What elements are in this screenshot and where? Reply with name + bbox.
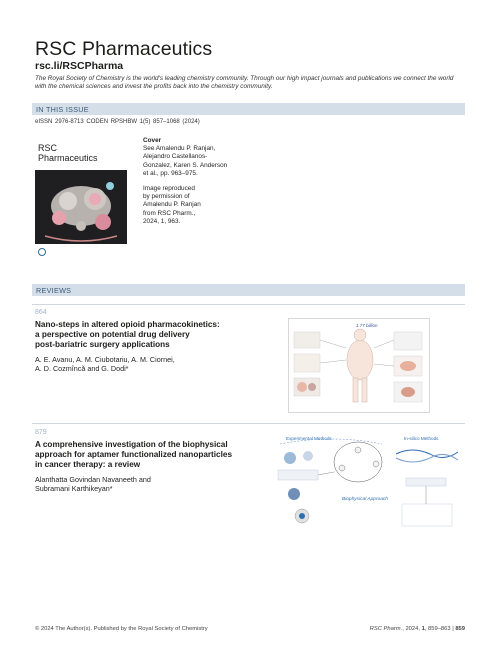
cover-reproduced-line: Image reproduced [143, 185, 195, 193]
issue-meta: eISSN 2976-8713 CODEN RPSHBW 1(5) 857–1068 (2024) [35, 119, 200, 125]
footer-citation: RSC Pharm., 2024, 1, 859–863 | 859 [369, 626, 465, 632]
section-bar-in-this-issue [32, 103, 465, 115]
cover-reproduced-line: 2024, 1, 963. [143, 217, 181, 225]
cover-caption-line: See Amalendu P. Ranjan, [143, 145, 216, 153]
graphic-label-center: Biophysical Approach [342, 497, 388, 502]
journal-title: RSC Pharmaceutics [35, 38, 213, 60]
graphical-abstract-aptamer[interactable] [272, 432, 462, 542]
cover-caption-line: Alejandro Castellanos- [143, 153, 208, 161]
divider [32, 304, 465, 305]
article-page-number[interactable]: 879 [35, 429, 47, 436]
article-title[interactable]: Nano-steps in altered opioid pharmacokinetics: a perspective on potential drug delivery post-bariatric surgery applications [35, 320, 220, 350]
article-authors: Alanthatta Govindan Navaneeth and Subramani Karthikeyan* [35, 475, 151, 494]
graphic-label-right: In-silico Methods [404, 436, 439, 441]
cover-footer [35, 244, 127, 260]
cover-caption-line: et al., pp. 963–975. [143, 169, 198, 177]
cover-reproduced-line: from RSC Pharm., [143, 209, 196, 217]
divider [32, 423, 465, 424]
section-bar-reviews [32, 284, 465, 296]
article-title[interactable]: A comprehensive investigation of the biophysical approach for aptamer functionalized nanoparticles in cancer therapy: a review [35, 440, 232, 470]
cover-reproduced-line: by permission of [143, 193, 190, 201]
article-authors: A. E. Avanu, A. M. Ciubotariu, A. M. Ciornei, A. D. Cozmîncă and G. Dodi* [35, 355, 175, 374]
journal-blurb: The Royal Society of Chemistry is the world's leading chemistry community. Through our high impact journals and publications we connect the world with the chemical sciences and invest the profits back into the chemistry community. [35, 75, 454, 91]
graphical-abstract-obesity[interactable] [288, 318, 430, 413]
footer-copyright: © 2024 The Author(s). Published by the Royal Society of Chemistry [35, 626, 208, 632]
graphic-label-left: Experimental Methods [286, 436, 332, 441]
article-page-number[interactable]: 864 [35, 309, 47, 316]
cover-title-band [35, 136, 127, 170]
section-label: REVIEWS [36, 286, 72, 295]
cover-image[interactable] [35, 136, 127, 260]
rsc-logo-icon [38, 248, 46, 256]
cover-caption-line: Gonzalez, Karen S. Anderson [143, 161, 228, 169]
cover-reproduced-line: Amalendu P. Ranjan [143, 201, 201, 209]
cover-brand: RSC Pharmaceutics [38, 143, 98, 163]
section-label: IN THIS ISSUE [36, 105, 89, 114]
journal-url[interactable]: rsc.li/RSCPharma [35, 60, 124, 72]
cover-caption-title: Cover [143, 137, 162, 144]
footer-page-number: 859 [455, 626, 465, 632]
cover-caption [143, 137, 253, 226]
graphic-caption: 1.77 billion [356, 323, 378, 328]
